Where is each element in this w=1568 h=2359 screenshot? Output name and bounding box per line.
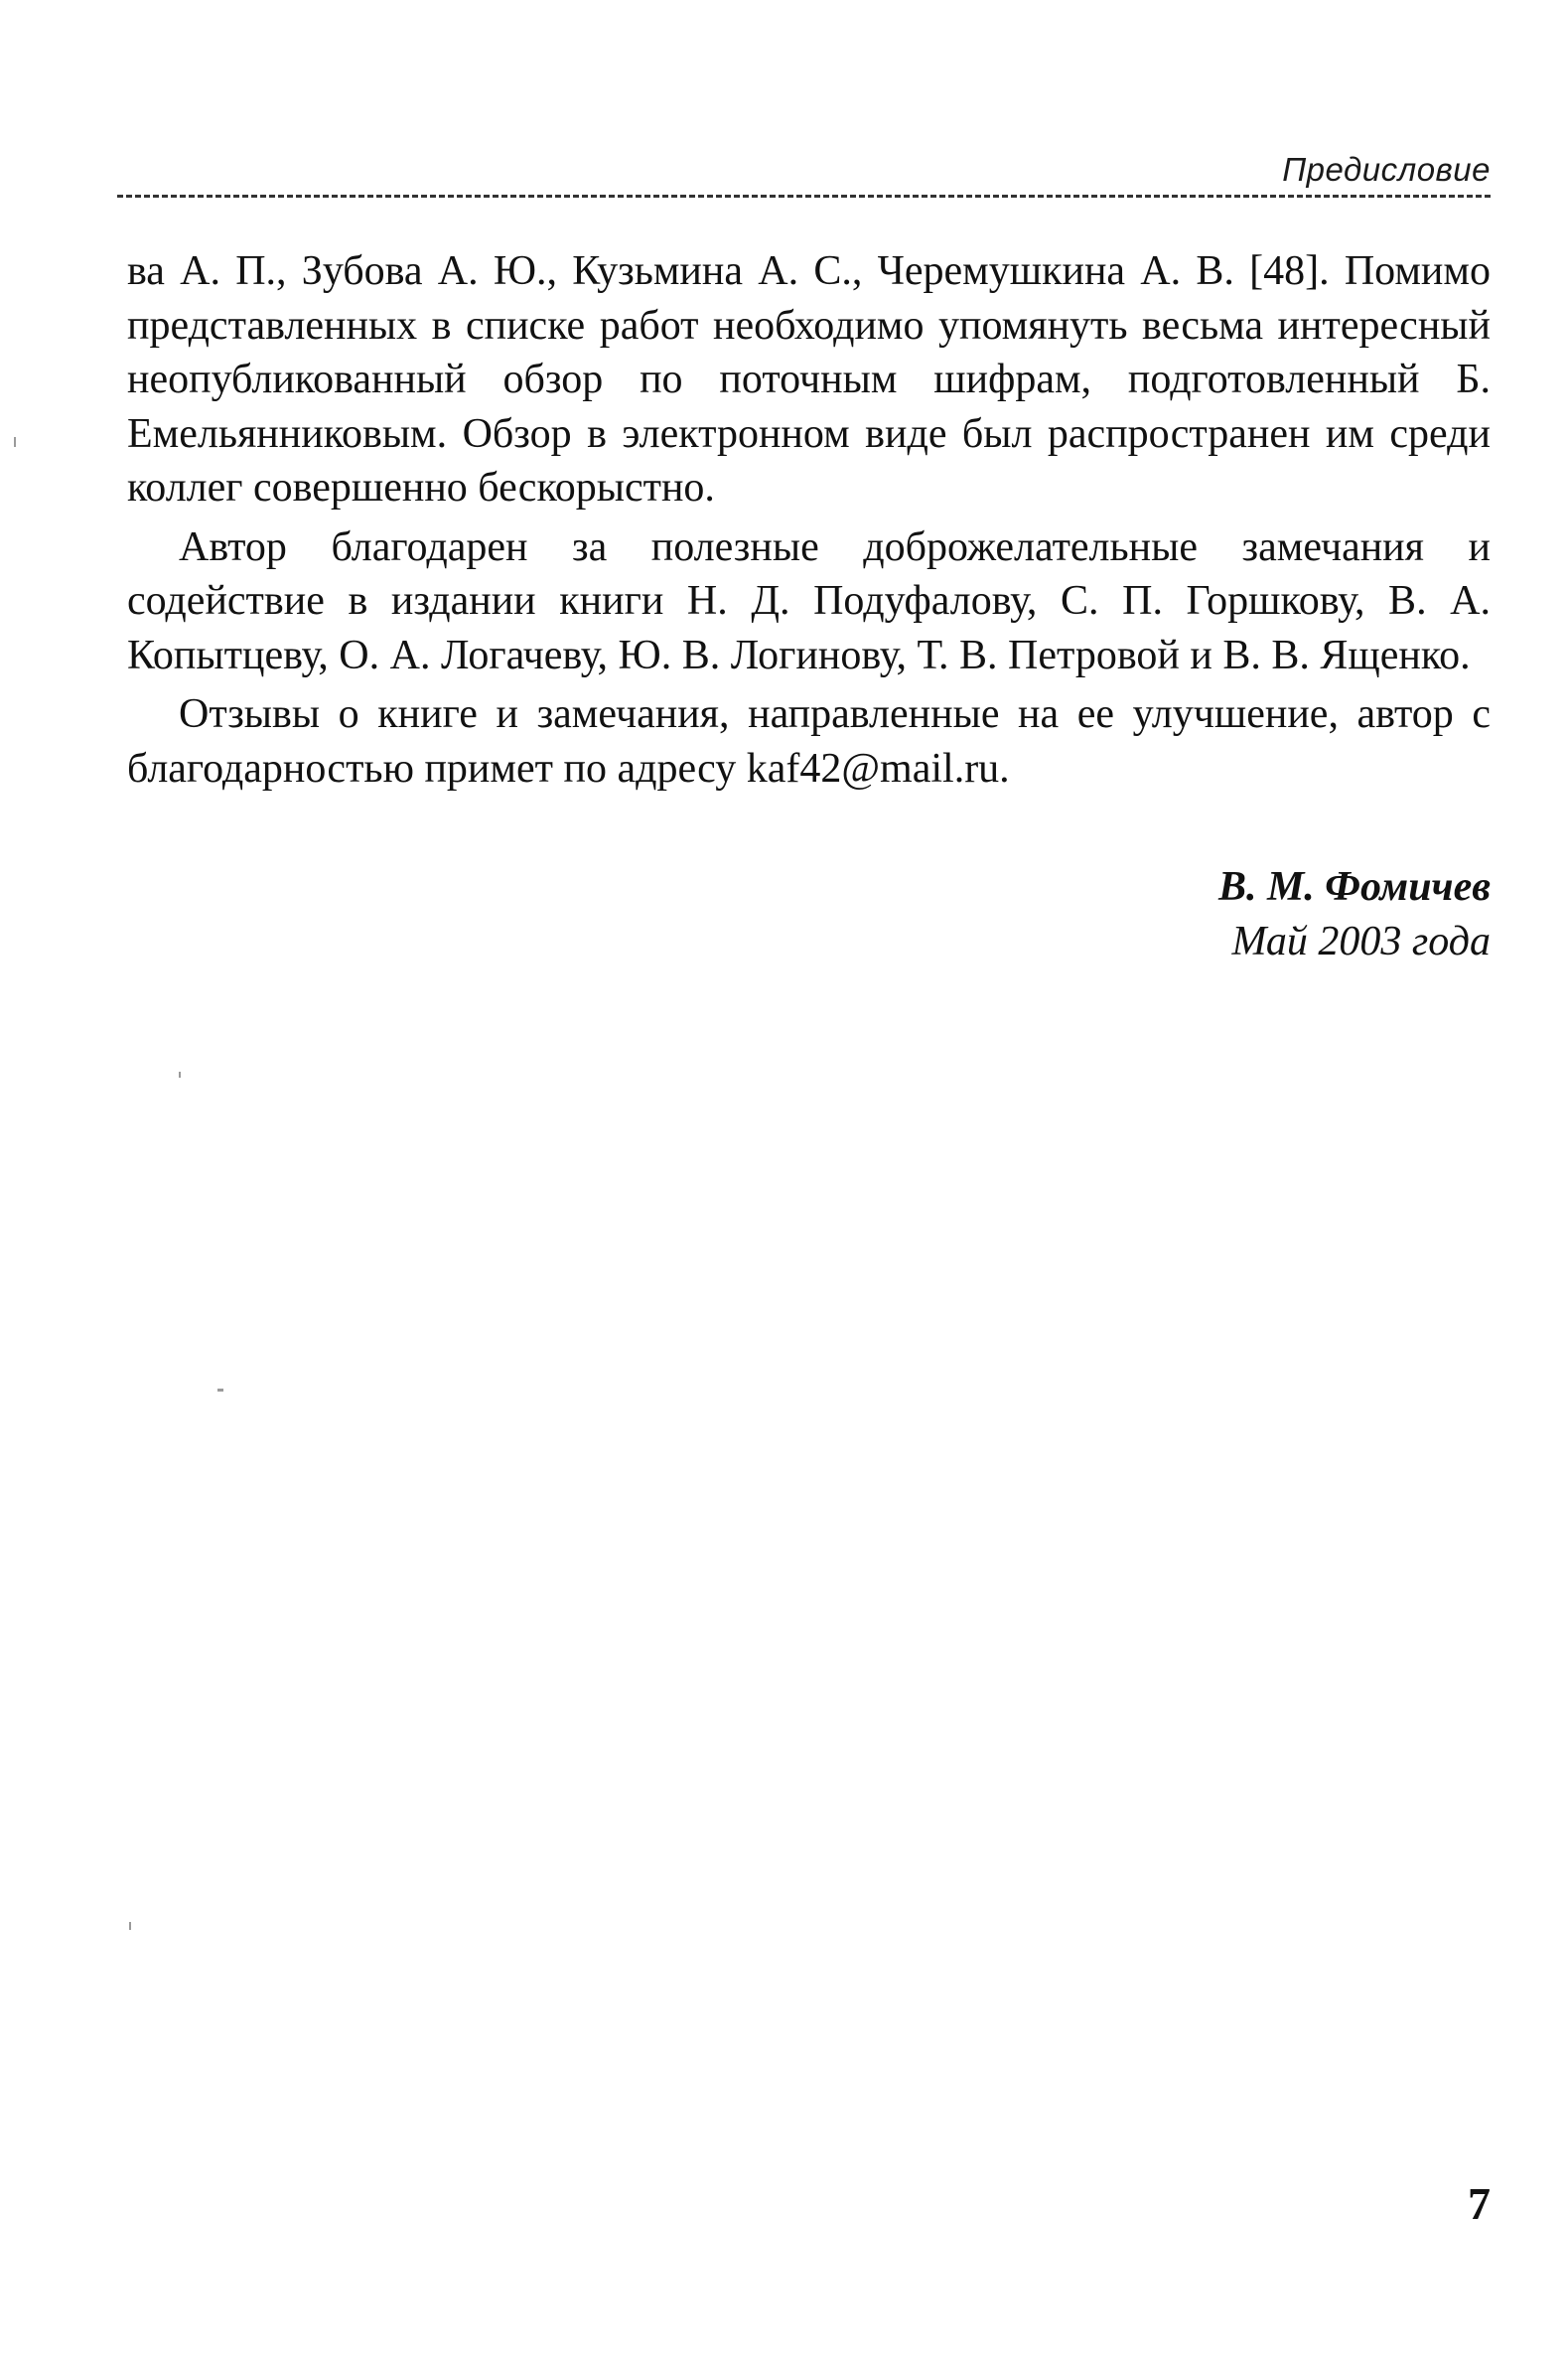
scan-speck bbox=[129, 1922, 131, 1930]
page-body bbox=[127, 244, 1491, 801]
scan-speck bbox=[14, 437, 16, 447]
scan-speck bbox=[217, 1389, 223, 1392]
paragraph-feedback: Отзывы о книге и замечания, направленные на ее улучшение, автор с благодарностью примет по адресу kaf42@mail.ru. bbox=[127, 691, 1491, 792]
signature-block bbox=[1218, 860, 1491, 969]
paragraph-acknowledgements: Автор благодарен за полезные доброжелательные замечания и содействие в издании книги Н. Д. Подуфалову, С. П. Горшкову, В. А. Копытцеву, О. А. Логачеву, Ю. В. Логинову, Т. В. Петровой и В. В. Ященко. bbox=[127, 523, 1491, 678]
scan-speck bbox=[179, 1072, 181, 1078]
signature-date: Май 2003 года bbox=[1231, 919, 1491, 964]
running-head: Предисловие bbox=[1282, 151, 1491, 188]
paragraph-continuation: ва А. П., Зубова А. Ю., Кузьмина А. С., Черемушкина А. В. [48]. Помимо представленных в списке работ необходимо упомянуть весьма интересный неопубликованный обзор по поточным шифрам, подготовленный Б. Емельянниковым. Обзор в электронном виде был распространен им среди коллег совершенно бескорыстно. bbox=[127, 248, 1491, 511]
author-name: В. М. Фомичев bbox=[1217, 864, 1491, 910]
page-number: 7 bbox=[1468, 2178, 1491, 2229]
header-divider bbox=[117, 195, 1491, 198]
